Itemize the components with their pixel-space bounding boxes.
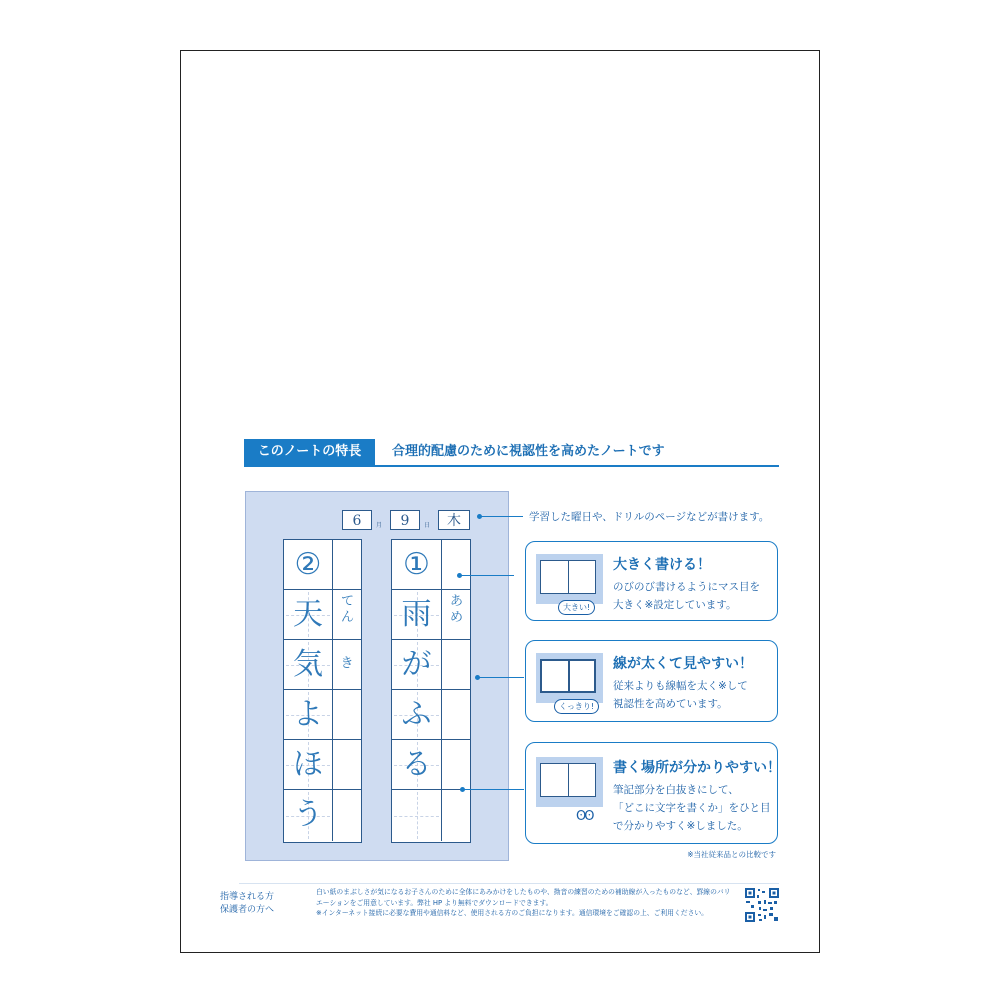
card-title: 線が太くて見やすい！ (613, 656, 753, 672)
grid-cell (442, 740, 470, 790)
grid-cell (442, 590, 470, 640)
grid-cell (333, 640, 361, 690)
callout-leader (479, 516, 523, 517)
feature-card-clear-area (525, 742, 781, 844)
handwritten-char: が (401, 647, 432, 682)
card-body: のびのび書けるようにマス目を 大きく※設定しています。 (613, 581, 760, 611)
feature-card-bold-lines (525, 640, 778, 722)
grid-cell (442, 640, 470, 690)
right-writing-grid (391, 539, 471, 843)
grid-cell (333, 590, 361, 640)
feature-card-large (525, 541, 778, 621)
grid-cell (284, 790, 333, 841)
grid-cell (392, 790, 442, 841)
grid-cell (392, 640, 442, 690)
handwritten-char: ほ (293, 747, 323, 782)
badge-bold: くっきり! (554, 699, 599, 714)
footer-audience-label: 指導される方 保護者の方へ (219, 892, 274, 915)
footer-description: 白い紙のまぶしさが気になるお子さんのために全体にあみかけをしたものや、拗音の練習のための補助線が入ったものなど、罫線のバリエーションをご用意しています。弊社 HP より無料でダウンロードできます。 ※インターネット接続に必要な費用や通信料など、使用される方のご負担になります。通信環境をご確認の上、ご利用ください。 (316, 888, 731, 917)
grid-cell (392, 690, 442, 740)
bold-line-thumbnail (536, 653, 603, 703)
feature-tagline: 合理的配慮のために視認性を高めたノートです (392, 444, 665, 459)
furigana: て ん (341, 594, 355, 625)
grid-cell (284, 690, 333, 740)
item-number: ① (403, 547, 430, 582)
handwritten-char: ふ (401, 697, 432, 732)
date-month-box: 6 (342, 510, 372, 530)
sample-notebook-illustration (245, 491, 509, 861)
badge-large: 大きい! (558, 600, 595, 615)
handwritten-char: 天 (293, 597, 323, 632)
card-body: 筆記部分を白抜きにして、 「どこに文字を書くか」をひと目 で分かりやすく※しました。 (613, 784, 771, 832)
item-number: ② (294, 547, 322, 582)
feature-tab: このノートの特長 (244, 439, 375, 465)
furigana: あ め (450, 594, 464, 625)
card-title: 大きく書ける！ (613, 557, 711, 573)
header-rule (244, 465, 779, 467)
grid-cell (392, 590, 442, 640)
grid-cell (442, 540, 470, 590)
date-usage-note: 学習した曜日や、ドリルのページなどが書けます。 (529, 511, 770, 523)
date-month-unit: 月 (376, 522, 383, 529)
callout-leader (459, 575, 514, 576)
furigana: き (340, 656, 354, 671)
handwritten-char: う (293, 797, 323, 832)
footer-divider (239, 883, 779, 884)
grid-cell (284, 640, 333, 690)
grid-cell (333, 740, 361, 790)
handwritten-char: 雨 (401, 597, 432, 632)
feature-header (244, 439, 779, 467)
grid-cell (333, 690, 361, 740)
notebook-back-cover (180, 50, 820, 953)
callout-leader (462, 789, 524, 790)
comparison-footnote: ※当社従来品との比較です (687, 850, 776, 859)
grid-cell (392, 540, 442, 590)
grid-cell (284, 590, 333, 640)
handwritten-char: 気 (293, 647, 323, 682)
grid-cell (442, 790, 470, 841)
white-area-thumbnail (536, 757, 603, 807)
qr-code-icon[interactable] (744, 887, 780, 923)
left-writing-grid (283, 539, 362, 843)
card-body: 従来よりも線幅を太く※して 視認性を高めています。 (613, 680, 748, 710)
date-day-box: 9 (390, 510, 420, 530)
callout-leader (477, 677, 524, 678)
handwritten-char: る (401, 747, 432, 782)
grid-cell (284, 740, 333, 790)
grid-cell (442, 690, 470, 740)
large-grid-thumbnail (536, 554, 603, 604)
grid-cell (284, 540, 333, 590)
handwritten-char: よ (293, 697, 323, 732)
date-weekday-box: 木 (438, 510, 470, 530)
eyes-icon: ʘʘ (576, 809, 593, 824)
grid-cell (333, 540, 361, 590)
card-title: 書く場所が分かりやすい！ (613, 760, 781, 776)
grid-cell (333, 790, 361, 841)
date-day-unit: 日 (424, 522, 431, 529)
grid-cell (392, 740, 442, 790)
